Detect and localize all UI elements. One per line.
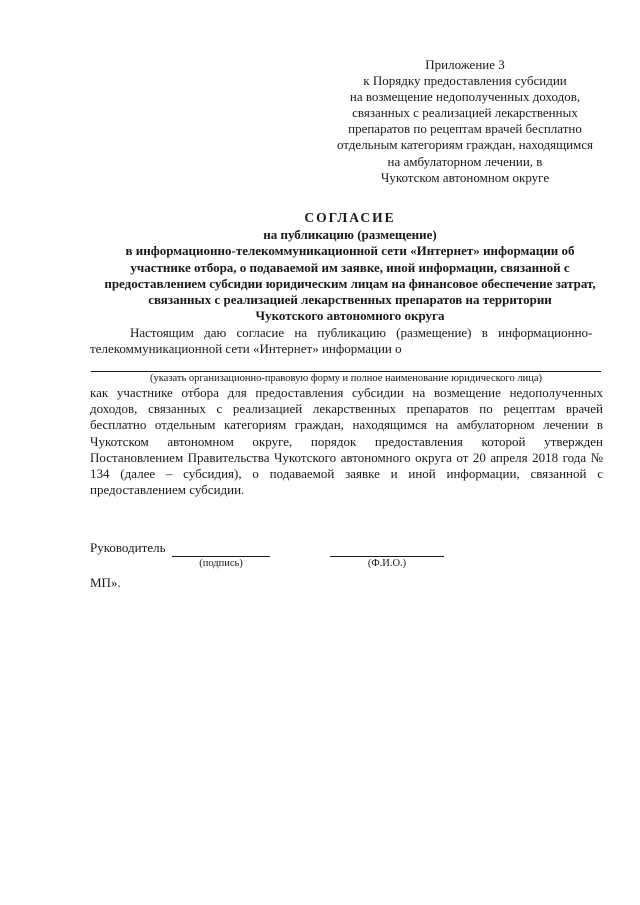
heading-line: в информационно-телекоммуникационной сети «Интернет» информации об (125, 243, 575, 259)
appendix-line: на возмещение недополученных доходов, (349, 89, 581, 105)
appendix-line: на амбулаторном лечении, в (387, 153, 543, 169)
consent-body: как участнике отбора для предоставления субсидии на возмещение недополученных доходов, связанных с реализацией лекарственных препаратов по рецептам врачей бесплатно отдельным категориям граждан, находящимся на амбулаторном лечении в Чукотском автономном округе, порядок предоставления которой утвержден Постановлением Правительства Чукотского автономного округа от 20 апреля 2018 года № 134 (далее – субсидия), о подаваемой заявке и иной информации, связанной с предоставлением субсидии. (90, 385, 603, 498)
appendix-line: препаратов по рецептам врачей бесплатно (348, 121, 582, 137)
signature-blank[interactable] (172, 542, 270, 557)
heading-line: участнике отбора, о подаваемой им заявке, иной информации, связанной с (130, 259, 570, 275)
appendix-line: связанных с реализацией лекарственных (352, 105, 578, 121)
organization-name-caption: (указать организационно-правовую форму и полное наименование юридического лица) (149, 373, 542, 384)
stamp-place: МП». (90, 575, 121, 590)
consent-intro (90, 325, 602, 357)
heading-line: на публикацию (размещение) (263, 227, 437, 243)
signatory-role: Руководитель (90, 540, 166, 555)
consent-line-1: Настоящим даю согласие на публикацию (размещение) в информационно- (130, 325, 593, 340)
organization-name-blank[interactable] (91, 371, 601, 372)
appendix-line: Приложение 3 (425, 57, 505, 72)
full-name-caption: (Ф.И.О.) (367, 558, 407, 569)
appendix-line: отдельным категориям граждан, находящимся (336, 137, 594, 153)
appendix-line: к Порядку предоставления субсидии (363, 73, 567, 89)
heading-line: Чукотского автономного округа (255, 308, 445, 324)
consent-line-2: телекоммуникационной сети «Интернет» информации о (90, 341, 402, 356)
signature-caption: (подпись) (199, 558, 243, 569)
appendix-header (325, 57, 605, 186)
heading-line: предоставлением субсидии юридическим лицам на финансовое обеспечение затрат, (104, 275, 596, 291)
document-title: СОГЛАСИЕ (304, 210, 396, 225)
appendix-line: Чукотском автономном округе (380, 169, 550, 185)
document-heading (78, 210, 622, 324)
full-name-blank[interactable] (330, 542, 444, 557)
signature-block (90, 540, 602, 569)
heading-line: связанных с реализацией лекарственных препаратов на территории (148, 292, 552, 308)
